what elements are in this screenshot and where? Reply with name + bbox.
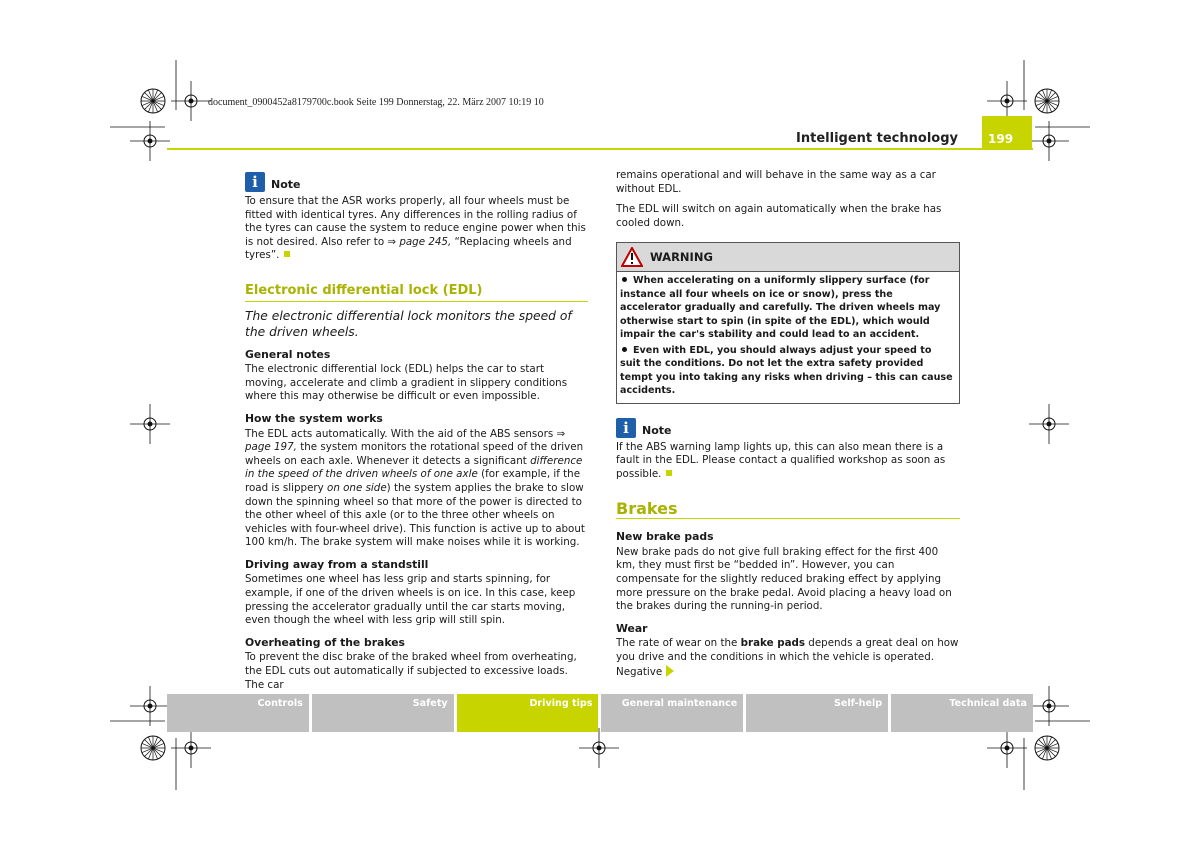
right-column <box>616 169 960 686</box>
subheading-how-it-works: How the system works <box>245 411 383 425</box>
bullet-icon <box>622 277 627 282</box>
left-column <box>245 172 588 699</box>
subheading-new-brake-pads: New brake pads <box>616 530 714 544</box>
footer-navigation <box>167 694 1033 732</box>
tab-safety[interactable]: Safety <box>312 694 454 732</box>
tab-general-maintenance[interactable]: General maintenance <box>601 694 743 732</box>
paragraph-overheating: To prevent the disc brake of the braked wheel from overheating, the EDL cuts out automatically if subjected to excessive loads. The car <box>245 651 577 691</box>
warning-item: Even with EDL, you should always adjust your speed to suit the conditions. Do not let the extra safety provided tempt you into taking any risks when driving – this can cause accidents. <box>620 344 953 397</box>
header-rule <box>167 148 1033 150</box>
tab-driving-tips[interactable]: Driving tips <box>457 694 599 732</box>
tab-controls[interactable]: Controls <box>167 694 309 732</box>
end-square-icon <box>666 470 672 476</box>
paragraph-continued: remains operational and will behave in the same way as a car without EDL. <box>616 169 936 195</box>
print-info-line: document_0900452a8179700c.book Seite 199 Donnerstag, 22. März 2007 10:19 10 <box>208 97 544 108</box>
subheading-driving-away: Driving away from a standstill <box>245 557 429 571</box>
section-title-brakes: Brakes <box>616 502 960 520</box>
warning-box <box>616 242 960 404</box>
note-text: To ensure that the ASR works properly, all four wheels must be fitted with identical tyres. Any differences in the rolling radius of the tyres can cause the system to reduce engine power when this is not desired. Also refer to ⇒ page 245, “Replacing wheels and tyres”. <box>245 195 586 262</box>
subheading-general-notes: General notes <box>245 347 331 361</box>
warning-body <box>617 272 959 403</box>
tab-technical-data[interactable]: Technical data <box>891 694 1033 732</box>
subheading-wear: Wear <box>616 621 648 635</box>
info-icon: i <box>245 172 265 192</box>
note-title: Note <box>642 424 672 438</box>
paragraph-new-brake-pads: New brake pads do not give full braking effect for the first 400 km, they must first be “bedded in”. However, you can compensate for the slightly reduced braking effect by applying more pressure on the brake pedal. Avoid placing a heavy load on the brakes during the running-in period. <box>616 545 952 613</box>
note-heading <box>245 172 588 192</box>
warning-title: WARNING <box>650 249 713 264</box>
warning-header <box>617 243 959 272</box>
paragraph-driving-away: Sometimes one wheel has less grip and starts spinning, for example, if one of the driven wheels is on ice. In this case, keep pressing the accelerator gradually until the car starts moving, even though the wheel with less grip will still spin. <box>245 573 576 627</box>
continue-arrow-icon <box>666 665 674 677</box>
paragraph-general-notes: The electronic differential lock (EDL) helps the car to start moving, accelerate and climb a gradient in slippery conditions where this may otherwise be difficult or even impossible. <box>245 363 568 403</box>
info-icon: i <box>616 418 636 438</box>
warning-item: When accelerating on a uniformly slippery surface (for instance all four wheels on ice or snow), press the accelerator gradually and carefully. The driven wheels may otherwise start to spin (in spite of the EDL), which would impair the car's stability and could lead to an accident. <box>620 275 941 341</box>
paragraph-wear: The rate of wear on the brake pads depends a great deal on how you drive and the conditions in which the vehicle is operated. Negative <box>616 637 959 678</box>
section-title: Electronic differential lock (EDL) <box>245 284 588 302</box>
warning-triangle-icon <box>621 247 643 267</box>
note-title: Note <box>271 178 301 192</box>
paragraph-switch-on: The EDL will switch on again automatically when the brake has cooled down. <box>616 203 942 229</box>
end-square-icon <box>284 251 290 257</box>
tab-self-help[interactable]: Self-help <box>746 694 888 732</box>
note-text: If the ABS warning lamp lights up, this can also mean there is a fault in the EDL. Please contact a qualified workshop as soon as possible. <box>616 440 946 481</box>
subheading-overheating: Overheating of the brakes <box>245 635 405 649</box>
bullet-icon <box>622 347 627 352</box>
page-number: 199 <box>982 116 1032 150</box>
page-reference-link[interactable]: page 245, <box>399 235 452 248</box>
chapter-title: Intelligent technology <box>796 131 958 146</box>
note-heading <box>616 418 960 438</box>
page-reference-link[interactable]: page 197, <box>245 441 297 454</box>
paragraph-how-it-works: The EDL acts automatically. With the aid of the ABS sensors ⇒ page 197, the system monitors the rotational speed of the driven wheels on each axle. Whenever it detects a significant difference in the speed of the driven wheels of one axle (for example, if the road is slippery on one side) the system applies the brake to slow down the spinning wheel so that more of the power is directed to the other wheel of this axle (or to the three other wheels on vehicles with four-wheel drive). This function is active up to about 100 km/h. The brake system will make noises while it is working. <box>245 427 585 549</box>
section-subtitle: The electronic differential lock monitors the speed of the driven wheels. <box>245 308 572 339</box>
